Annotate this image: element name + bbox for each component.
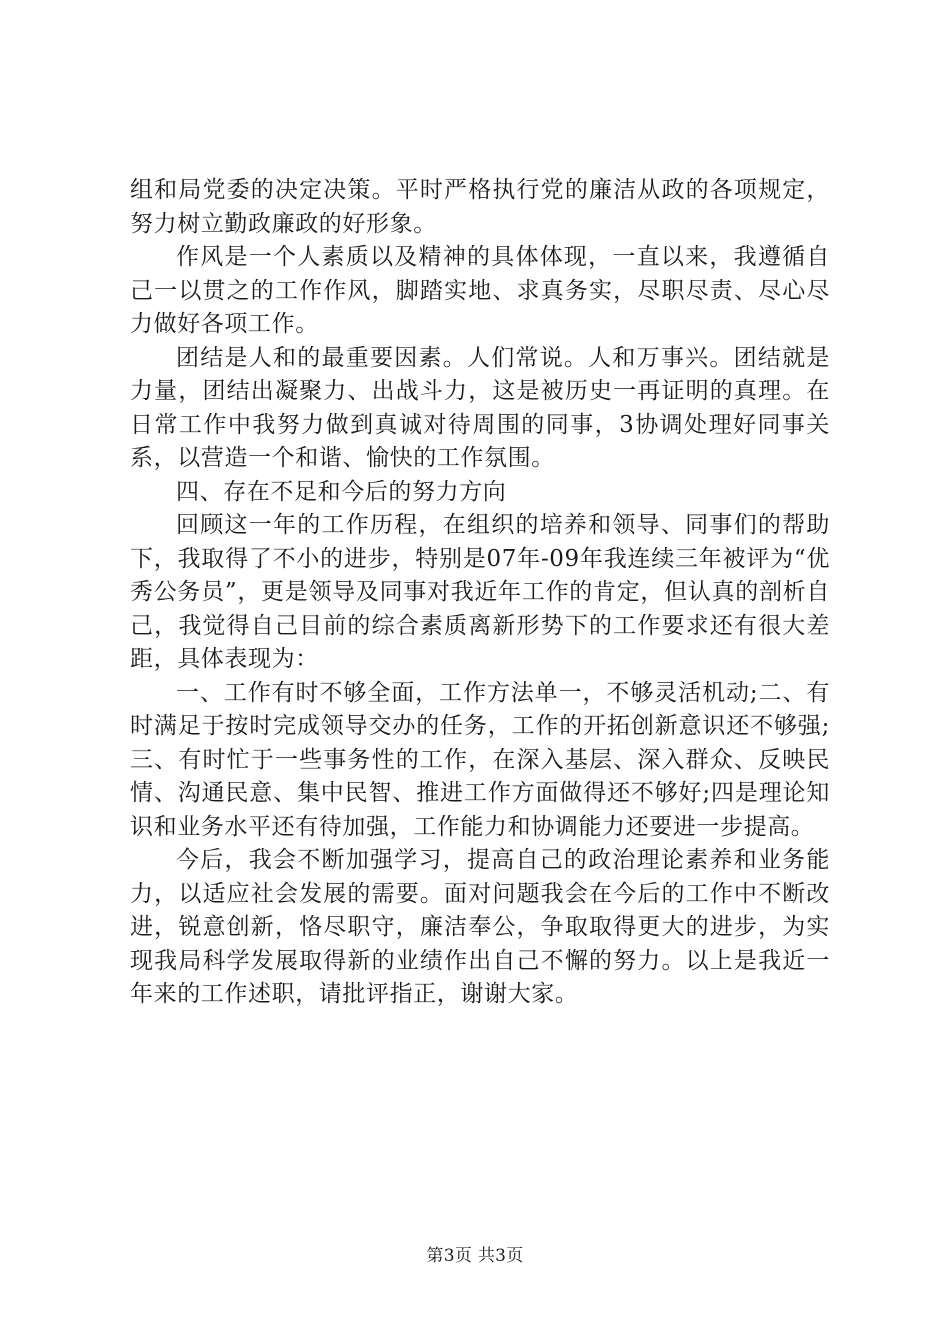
section-heading: 四、存在不足和今后的努力方向 bbox=[176, 478, 507, 505]
paragraph-work-style: 作风是一个人素质以及精神的具体体现，一直以来，我遵循自己一以贯之的工作作风，脚踏实地、求真务实，尽职尽责、尽心尽力做好各项工作。 bbox=[130, 244, 830, 337]
page-footer: 第3页 共3页 bbox=[426, 1246, 524, 1266]
paragraph-review: 回顾这一年的工作历程，在组织的培养和领导、同事们的帮助下，我取得了不小的进步，特别是07年-09年我连续三年被评为“优秀公务员”，更是领导及同事对我近年工作的肯定，但认真的剖析自己，我觉得自己目前的综合素质离新形势下的工作要求还有很大差距，具体表现为： bbox=[130, 512, 830, 672]
paragraph-continued: 组和局党委的决定决策。平时严格执行党的廉洁从政的各项规定，努力树立勤政廉政的好形象。 bbox=[130, 177, 830, 237]
paragraph-unity: 团结是人和的最重要因素。人们常说。人和万事兴。团结就是力量，团结出凝聚力、出战斗力，这是被历史一再证明的真理。在日常工作中我努力做到真诚对待周围的同事，3协调处理好同事关系，以营造一个和谐、愉快的工作氛围。 bbox=[130, 344, 830, 471]
document-body bbox=[130, 174, 830, 1012]
paragraph-shortcomings: 一、工作有时不够全面，工作方法单一，不够灵活机动;二、有时满足于按时完成领导交办的任务，工作的开拓创新意识还不够强;三、有时忙于一些事务性的工作，在深入基层、深入群众、反映民情、沟通民意、集中民智、推进工作方面做得还不够好;四是理论知识和业务水平还有待加强，工作能力和协调能力还要进一步提高。 bbox=[130, 679, 830, 840]
paragraph-future: 今后，我会不断加强学习，提高自己的政治理论素养和业务能力，以适应社会发展的需要。面对问题我会在今后的工作中不断改进，锐意创新，恪尽职守，廉洁奉公，争取取得更大的进步，为实现我局科学发展取得新的业绩作出自己不懈的努力。以上是我近一年来的工作述职，请批评指正，谢谢大家。 bbox=[130, 847, 830, 1007]
